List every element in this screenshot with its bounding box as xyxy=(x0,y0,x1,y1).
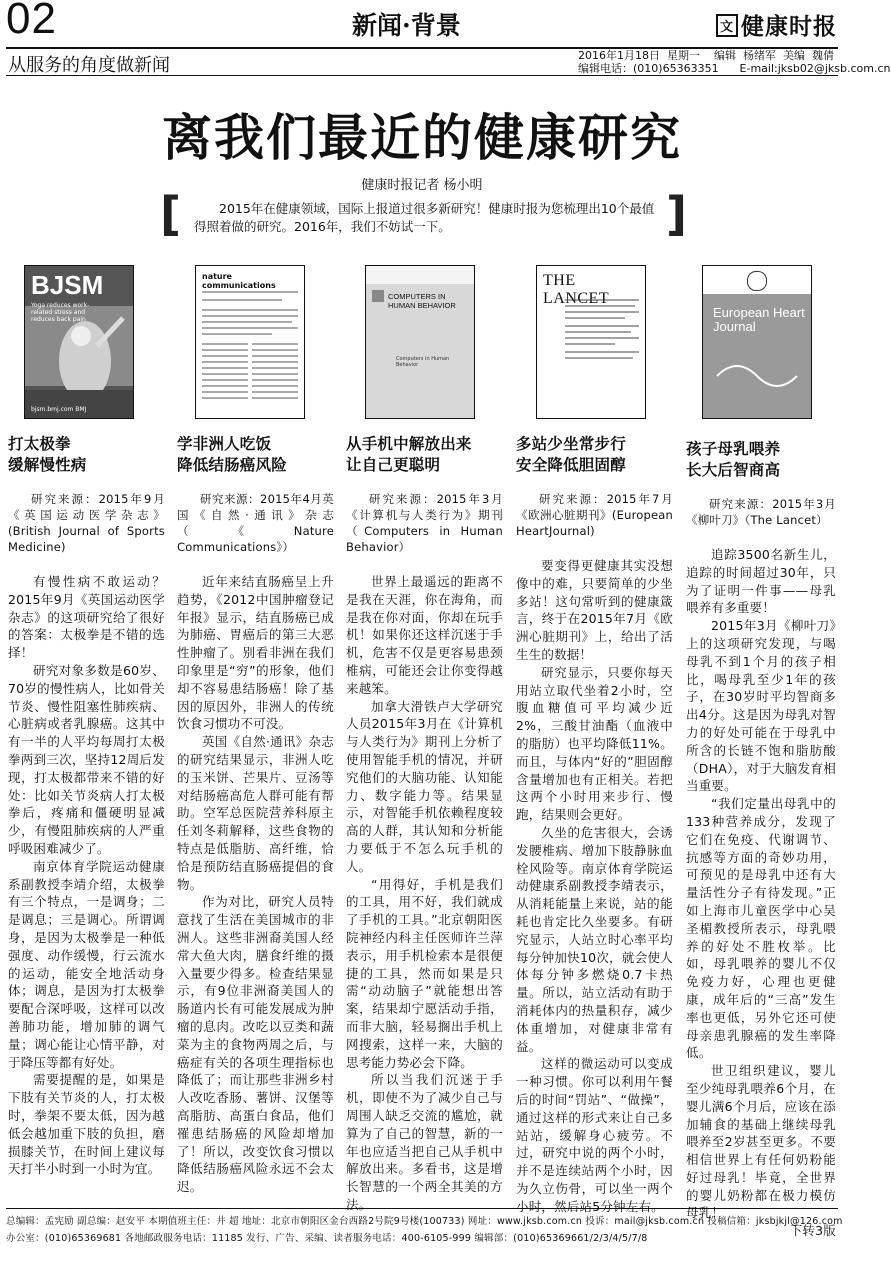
intro-text: 2015年在健康领域，国际上报道过很多新研究！健康时报为您梳理出10个最值得照着做的研究。2016年，我们不妨试一下。 xyxy=(194,201,655,234)
right-bracket-icon: ] xyxy=(666,187,688,241)
cover-chb-sub: Computers in Human Behavior xyxy=(396,356,450,368)
title-line: 学非洲人吃饭 xyxy=(177,434,272,453)
title-line: 长大后智商高 xyxy=(686,460,781,479)
title-line: 安全降低胆固醇 xyxy=(516,455,626,474)
article-paragraph: 研究对象多数是60岁、70岁的慢性病人，比如骨关节炎、慢性阻塞性肺疾病、心脏病或者乳腺癌。这其中有一半的人平均每周打太极拳两到三次，坚持12周后发现，打太极都带来不错的好处：比如关节炎病人打太极拳后，疼痛和僵硬明显减少，有慢阻肺疾病的人严重呼吸困难减少了。 xyxy=(8,662,165,856)
cover-bjsm-title: BJSM xyxy=(31,270,104,300)
article-standing xyxy=(516,433,673,1215)
article-paragraph: 南京体育学院运动健康系副教授李靖介绍，太极拳有三个特点，一是调身；二是调息；三是调心。所谓调身，是因为太极拳是一种低强度、动作缓慢，行云流水的运动，能安全地活动身体；调息，是因为打太极拳要配合深呼吸，这样可以改善肺功能，增加肺的调气量；调心能让心情平静，对于降压等都有好处。 xyxy=(8,858,165,1070)
cover-ehj-title: European Heart Journal xyxy=(713,305,805,334)
cover-bjsm-footer: bjsm.bmj.com BMJ xyxy=(31,406,87,413)
article-taichi xyxy=(8,433,165,1178)
article-paragraph: 这样的微运动可以变成一种习惯。你可以利用午餐后的时间“罚站”、“做操”，通过这样的形式来让自己多站站，缓解身心疲劳。不过，研究中说的两个小时，并不是连续站两个小时，因为久立伤骨，可以坐一两个小时，然后站5分钟左右。 xyxy=(516,1056,673,1214)
chb-logo-icon xyxy=(372,290,384,302)
cover-the-lancet xyxy=(536,265,646,419)
logo-mark-icon: 文 xyxy=(716,14,738,37)
article-paragraph: 英国《自然·通讯》杂志的研究结果显示，非洲人吃的玉米饼、芒果片、豆汤等对结肠癌高危人群可能有帮助。空军总医院营养科原主任刘冬莉解释，这些食物的特点是低脂肪、高纤维，恰恰是预防结直肠癌提倡的食物。 xyxy=(177,734,334,892)
section-title: 新闻·背景 xyxy=(352,11,461,40)
article-paragraph: 世界上最遥远的距离不是我在天涯，你在海角，而是我在你对面，你却在玩手机！如果你还这样沉迷于手机，危害不仅是更容易患颈椎病，可能还会让你变得越来越笨。 xyxy=(346,574,503,696)
lancet-contents-lines-icon xyxy=(545,296,639,406)
cover-chb-title: COMPUTERS IN HUMAN BEHAVIOR xyxy=(388,292,456,310)
footer-credits: 总编辑：孟宪励 副总编：赵安平 本期值班主任：井 超 地址：北京市朝阳区金台西路2号院9号楼(100733) 网址：www.jksb.com.cn 投诉：mail@jksb.com.cn 投稿信箱：jksbjkjl@126.com xyxy=(6,1216,843,1227)
continuation-note: 下转3版 xyxy=(789,1223,836,1239)
article-paragraph: 久坐的危害很大，会诱发腰椎病、增加下肢静脉血栓风险等。南京体育学院运动健康系副教授李靖表示，从消耗能量上来说，站的能耗也肯定比久坐要多。有研究显示，人站立时心率平均每分钟加快10次，就会使人体每分钟多燃烧0.7卡热量。所以，站立活动有助于消耗体内的热量积存，减少体重增加，对健康非常有益。 xyxy=(516,824,673,1054)
title-line: 多站少坐常步行 xyxy=(516,434,626,453)
cover-bjsm xyxy=(24,265,134,419)
article-paragraph: 世卫组织建议，婴儿至少纯母乳喂养6个月，在婴儿满6个月后，应该在添加辅食的基础上继续母乳喂养至2岁甚至更多。不要相信世界上有任何奶粉能好过母乳！毕竟，全世界的婴儿奶粉都在极力模仿母乳！ xyxy=(686,1063,836,1221)
article-title xyxy=(177,433,334,475)
title-line: 缓解慢性病 xyxy=(8,455,87,474)
article-breastfeeding xyxy=(686,438,836,1240)
article-paragraph: 近年来结直肠癌呈上升趋势，《2012中国肿瘤登记年报》显示，结直肠癌已成为肺癌、胃癌后的第三大恶性肿瘤了。别看非洲在我们印象里是“穷”的形象，他们却不容易患结肠癌！除了基因的原因外，非洲人的传统饮食习惯功不可没。 xyxy=(177,574,334,732)
logo-text: 健康时报 xyxy=(741,13,838,40)
chb-cover-band xyxy=(366,266,474,284)
article-title xyxy=(346,433,503,475)
cover-lancet-title: THE LANCET xyxy=(543,272,610,307)
title-line: 孩子母乳喂养 xyxy=(686,439,781,458)
title-line: 让自己更聪明 xyxy=(346,455,441,474)
article-paragraph: 所以当我们沉迷于手机，即使不为了减少自己与周围人缺乏交流的尴尬，就算为了自己的智慧，新的一年也应适当把自己从手机中解放出来。多看书，这是增长智慧的一个两全其美的方法。 xyxy=(346,1072,503,1212)
article-paragraph: 要变得更健康其实没想像中的难，只要简单的少坐多站！这句常听到的健康箴言，终于在2015年7月《欧洲心脏期刊》上，给出了活生生的数据！ xyxy=(516,558,673,662)
article-title xyxy=(516,433,673,475)
article-paragraph: “我们定量出母乳中的133种营养成分，发现了它们在免疫、代谢调节、抗感等方面的奇妙功用，可预见的是母乳中还有大量活性分子有待发现。”正如上海市儿童医学中心吴圣楣教授所表示，母乳喂养的好处不胜枚举。比如，母乳喂养的婴儿不仅免疫力好，心理也更健康，成年后的“三高”发生率也更低，另外它还可使母亲患乳腺癌的发生率降低。 xyxy=(686,796,836,1061)
article-paragraph: 需要提醒的是，如果是下肢有关节炎的人，打太极时，拳架不要太低，因为越低会越加重下肢的负担，磨损膝关节，在时间上建议每天打半小时到一小时为宜。 xyxy=(8,1072,165,1177)
cover-european-heart-journal xyxy=(702,265,812,419)
slogan: 从服务的角度做新闻 xyxy=(8,55,170,76)
article-source: 研究来源：2015年4月英国《自然·通讯》杂志（《Nature Communications》） xyxy=(177,492,334,554)
title-line: 打太极拳 xyxy=(8,434,71,453)
editor-contact: 编辑电话：(010)65363351 E-mail:jksb02@jksb.com.cn xyxy=(578,62,891,75)
cover-computers-human-behavior xyxy=(365,265,475,419)
article-phone xyxy=(346,433,503,1214)
byline: 健康时报记者 杨小明 xyxy=(361,178,483,193)
article-paragraph: “用得好，手机是我们的工具，用不好，我们就成了手机的工具。”北京朝阳医院神经内科主任医师许兰萍表示，用手机检索本是很便捷的工具，然而如果是只需“动动脑子”就能想出答案，结果却宁愿活动手指，而非大脑，轻易搁出手机上网搜索，这样一来，大脑的思考能力势必会下降。 xyxy=(346,876,503,1070)
cover-bjsm-sub: Yoga reduces work-related stress and reduces back pain xyxy=(31,302,90,323)
article-source: 研究来源：2015年3月《计算机与人类行为》期刊（Computers in Human Behavior） xyxy=(346,492,503,554)
article-source: 研究来源：2015年7月《欧洲心脏期刊》(European HeartJournal) xyxy=(516,492,673,538)
title-line: 从手机中解放出来 xyxy=(346,434,472,453)
issue-date-editor: 2016年1月18日 星期一 编辑 杨绪军 美编 魏倩 xyxy=(578,49,834,62)
article-source: 研究来源：2015年3月《柳叶刀》（The Lancet） xyxy=(686,497,836,527)
article-paragraph: 有慢性病不敢运动？2015年9月《英国运动医学杂志》的这项研究给了很好的答案：太极拳是不错的选择！ xyxy=(8,574,165,661)
page-number: 02 xyxy=(6,0,57,43)
article-paragraph: 作为对比，研究人员特意找了生活在美国城市的非洲人。这些非洲裔美国人经常大鱼大肉，膳食纤维的摄入量要少得多。检查结果显示，有9位非洲裔美国人的肠道内长有可能发展成为肿瘤的息肉。改吃以豆类和蔬菜为主的食物两周之后，与癌症有关的各项生理指标也降低了；而让那些非洲乡村人改吃香肠、薯饼、汉堡等高脂肪、高蛋白食品，他们罹患结肠癌的风险却增加了！所以，改变饮食习惯以降低结肠癌风险永远不会太迟。 xyxy=(177,894,334,1195)
issue-meta xyxy=(578,49,891,75)
header-rule-thin xyxy=(6,75,838,76)
article-paragraph: 研究显示，只要你每天用站立取代坐着2小时，空腹血糖值可平均减少近2%，三酸甘油酯（血液中的脂肪）也平均降低11%。而且，与体内“好的”胆固醇含量增加也有正相关。若把这两个小时用来步行、慢跑，结果则会更好。 xyxy=(516,664,673,823)
footer-rule xyxy=(6,1208,838,1209)
footer-contacts: 办公室：(010)65369681 各地邮政服务电话：11185 发行、广告、采编、读者服务电话：400-6105-999 编辑部：(010)65369661/2/3/4/5/7/8 xyxy=(6,1233,648,1244)
article-african-diet xyxy=(177,433,334,1196)
title-line: 降低结肠癌风险 xyxy=(177,455,287,474)
cover-nature-title: nature communications xyxy=(202,272,276,290)
article-source: 研究来源：2015年9月《英国运动医学杂志》(British Journal of Sports Medicine) xyxy=(8,492,165,554)
article-title xyxy=(686,438,836,480)
left-bracket-icon: [ xyxy=(160,187,182,241)
article-title xyxy=(8,433,165,475)
article-paragraph: 追踪3500名新生儿，追踪的时间超过30年，只为了证明一件事——母乳喂养有多重要！ xyxy=(686,547,836,616)
ehj-wave-icon xyxy=(717,346,797,396)
article-paragraph: 加拿大滑铁卢大学研究人员2015年3月在《计算机与人类行为》期刊上分析了使用智能手机的情况，并研究他们的大脑功能、认知能力、数字能力等。结果显示，对智能手机依赖程度较高的人群，其认知和分析能力要低于不怎么玩手机的人。 xyxy=(346,698,503,874)
page-headline: 离我们最近的健康研究 xyxy=(162,108,682,167)
article-paragraph: 2015年3月《柳叶刀》上的这项研究发现，与喝母乳不到1个月的孩子相比，喝母乳至少1年的孩子，在30岁时平均智商多出4分。这是因为母乳对智力的好处可能在于母乳中所含的长链不饱和脂肪酸（DHA），对于大脑发育相当重要。 xyxy=(686,618,836,794)
nature-article-lines-icon xyxy=(202,288,298,412)
cover-nature-communications xyxy=(195,265,305,419)
ehj-emblem-icon xyxy=(747,271,767,291)
newspaper-logo xyxy=(716,8,837,41)
